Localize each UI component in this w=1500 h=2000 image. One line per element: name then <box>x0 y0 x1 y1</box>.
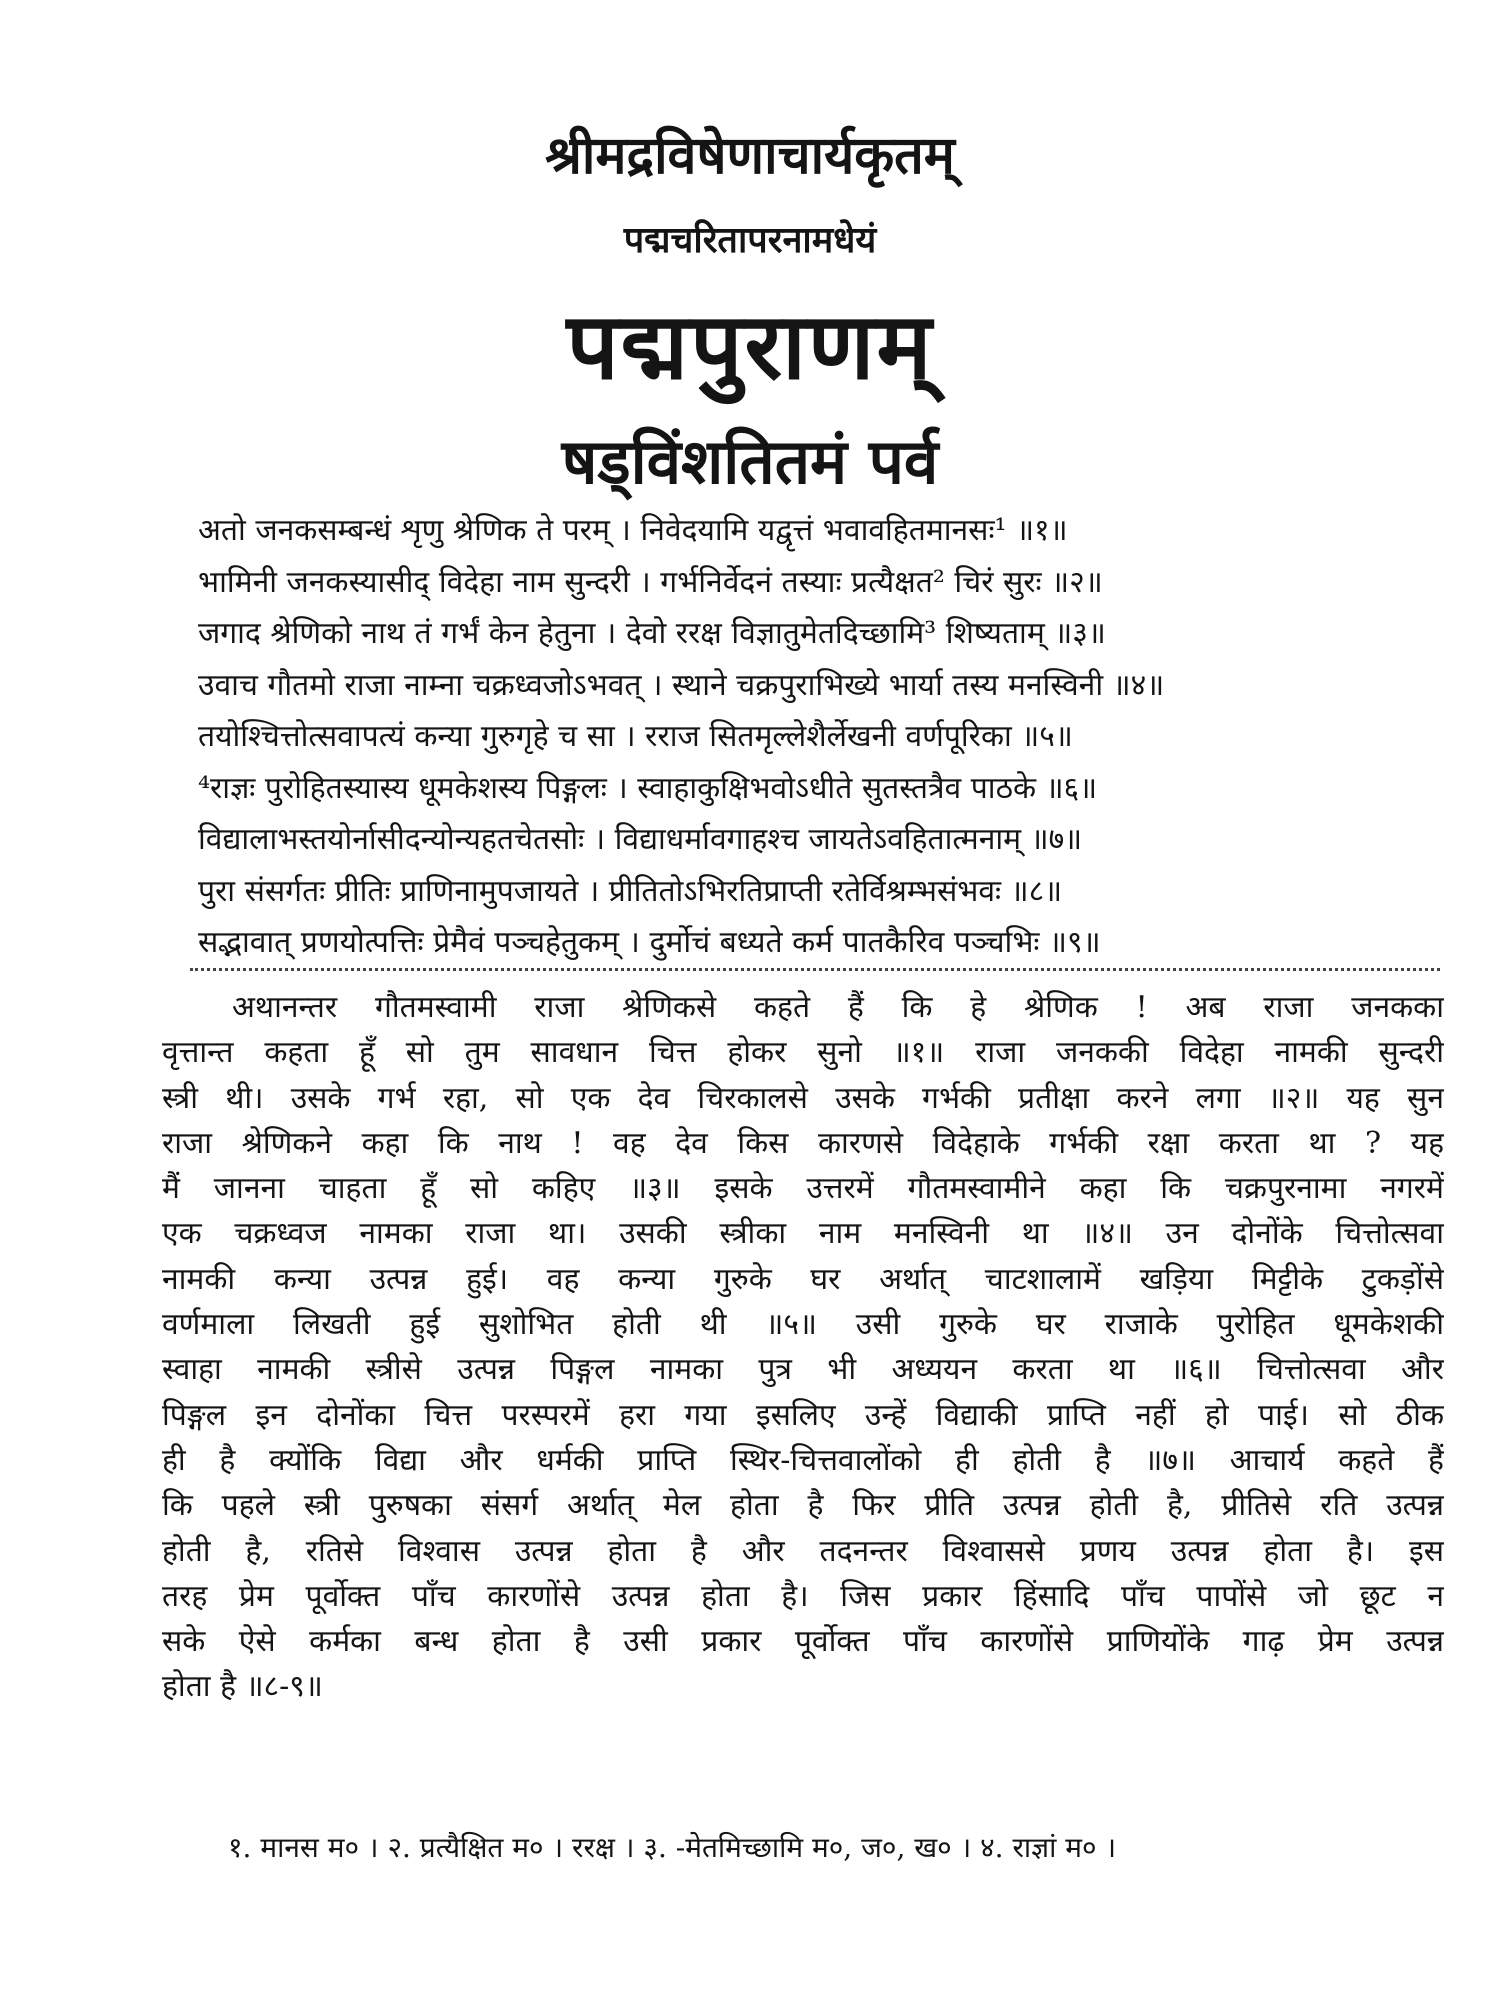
alternate-name-line: पद्मचरितापरनामधेयं <box>623 219 877 261</box>
author-line: श्रीमद्रविषेणाचार्यकृतम् <box>545 125 955 186</box>
commentary-line: वृत्तान्त कहता हूँ सो तुम सावधान चित्त होकर सुनो ॥१॥ राजा जनककी विदेहा नामकी सुन्दरी <box>162 1035 1444 1071</box>
commentary-line: स्वाहा नामकी स्त्रीसे उत्पन्न पिङ्गल नामका पुत्र भी अध्ययन करता था ॥६॥ चित्तोत्सवा और <box>162 1352 1444 1388</box>
verse-line: भामिनी जनकस्यासीद् विदेहा नाम सुन्दरी । गर्भनिर्वेदनं तस्याः प्रत्यैक्षत² चिरं सुरः ॥२॥ <box>198 564 1103 600</box>
sanskrit-verses <box>198 505 1428 969</box>
verse-line: उवाच गौतमो राजा नाम्ना चक्रध्वजोऽभवत् । स्थाने चक्रपुराभिख्ये भार्या तस्य मनस्विनी ॥४॥ <box>198 667 1165 703</box>
verse-line: ⁴राज्ञः पुरोहितस्यास्य धूमकेशस्य पिङ्गलः । स्वाहाकुक्षिभवोऽधीते सुतस्तत्रैव पाठके ॥६॥ <box>198 770 1098 806</box>
commentary-line: सके ऐसे कर्मका बन्ध होता है उसी प्रकार पूर्वोक्त पाँच कारणोंसे प्राणियोंके गाढ़ प्रेम उत्पन्न <box>162 1624 1444 1660</box>
commentary-line: तरह प्रेम पूर्वोक्त पाँच कारणोंसे उत्पन्न होता है। जिस प्रकार हिंसादि पाँच पापोंसे जो छूट न <box>162 1578 1444 1614</box>
parva-title: षड्विंशतितमं पर्व <box>561 425 939 498</box>
commentary-line: कि पहले स्त्री पुरुषका संसर्ग अर्थात् मेल होता है फिर प्रीति उत्पन्न होती है, प्रीतिसे रति उत्पन्न <box>162 1488 1444 1524</box>
verse-line: सद्भावात् प्रणयोत्पत्तिः प्रेमैवं पञ्चहेतुकम् । दुर्मोचं बध्यते कर्म पातकैरिव पञ्चभिः ॥९॥ <box>198 925 1101 960</box>
commentary-line: राजा श्रेणिकने कहा कि नाथ ! वह देव किस कारणसे विदेहाके गर्भकी रक्षा करता था ? यह <box>162 1125 1444 1161</box>
verse-line: तयोश्चित्तोत्सवापत्यं कन्या गुरुगृहे च सा । रराज सितमृल्लेशैर्लेखनी वर्णपूरिका ॥५॥ <box>198 719 1073 754</box>
commentary-line: वर्णमाला लिखती हुई सुशोभित होती थी ॥५॥ उसी गुरुके घर राजाके पुरोहित धूमकेशकी <box>162 1307 1444 1343</box>
commentary-line: नामकी कन्या उत्पन्न हुई। वह कन्या गुरुके घर अर्थात् चाटशालामें खड़िया मिट्टीके टुकड़ोंसे <box>162 1261 1444 1297</box>
commentary-line: मैं जानना चाहता हूँ सो कहिए ॥३॥ इसके उत्तरमें गौतमस्वामीने कहा कि चक्रपुरनामा नगरमें <box>162 1171 1444 1207</box>
verse-line: पुरा संसर्गतः प्रीतिः प्राणिनामुपजायते । प्रीतितोऽभिरतिप्राप्ती रतेर्विश्रम्भसंभवः ॥८॥ <box>198 873 1063 909</box>
verse-line: विद्यालाभस्तयोर्नासीदन्योन्यहतचेतसोः । विद्याधर्मावगाहश्च जायतेऽवहितात्मनाम् ॥७॥ <box>198 822 1083 857</box>
verse-line: अतो जनकसम्बन्धं शृणु श्रेणिक ते परम् । निवेदयामि यद्वृत्तं भवावहितमानसः¹ ॥१॥ <box>198 513 1068 548</box>
dotted-divider <box>190 968 1440 971</box>
commentary-line: अथानन्तर गौतमस्वामी राजा श्रेणिकसे कहते हैं कि हे श्रेणिक ! अब राजा जनकका <box>232 990 1444 1025</box>
hindi-commentary <box>162 985 1444 1710</box>
main-title: पद्मपुराणम् <box>566 292 934 400</box>
commentary-line: एक चक्रध्वज नामका राजा था। उसकी स्त्रीका नाम मनस्विनी था ॥४॥ उन दोनोंके चित्तोत्सवा <box>162 1216 1444 1252</box>
footnotes: १. मानस म० । २. प्रत्यैक्षित म० । ररक्ष । ३. -मेतमिच्छामि म०, ज०, ख० । ४. राज्ञां म० । <box>228 1831 1117 1864</box>
commentary-line: स्त्री थी। उसके गर्भ रहा, सो एक देव चिरकालसे उसके गर्भकी प्रतीक्षा करने लगा ॥२॥ यह सुन <box>162 1080 1444 1116</box>
commentary-line: पिङ्गल इन दोनोंका चित्त परस्परमें हरा गया इसलिए उन्हें विद्याकी प्राप्ति नहीं हो पाई। सो ठीक <box>162 1397 1444 1433</box>
commentary-line: होता है ॥८-९॥ <box>162 1669 323 1705</box>
verse-line: जगाद श्रेणिको नाथ तं गर्भं केन हेतुना । देवो ररक्ष विज्ञातुमेतदिच्छामि³ शिष्यताम् ॥३॥ <box>198 616 1106 651</box>
commentary-line: होती है, रतिसे विश्वास उत्पन्न होता है और तदनन्तर विश्वाससे प्रणय उत्पन्न होता है। इस <box>162 1533 1444 1569</box>
commentary-line: ही है क्योंकि विद्या और धर्मकी प्राप्ति स्थिर-चित्तवालोंको ही होती है ॥७॥ आचार्य कहते हैं <box>162 1442 1444 1478</box>
